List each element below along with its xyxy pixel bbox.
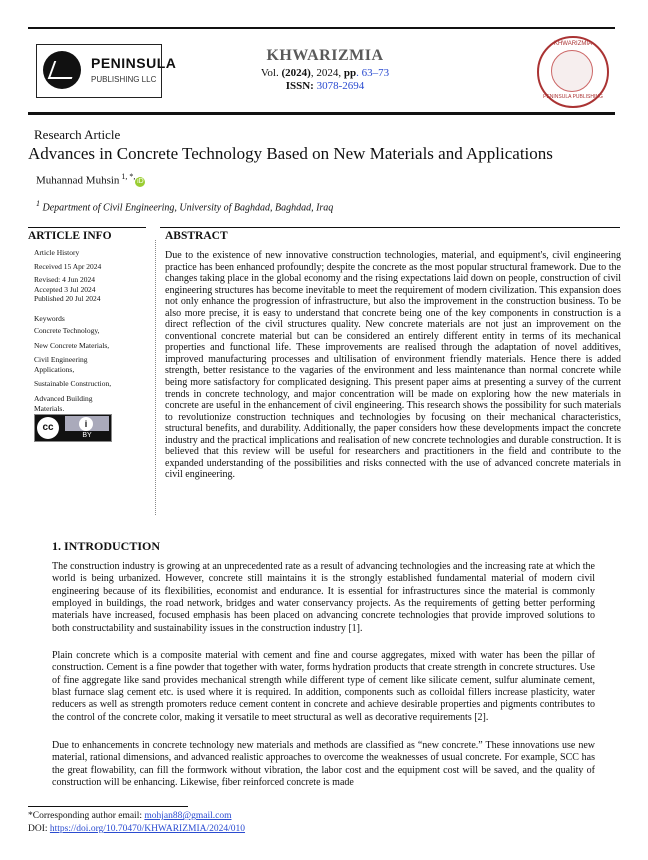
keyword-item: Civil Engineering Applications, bbox=[34, 355, 88, 374]
author-line: Muhannad Muhsin $^{1, *,}$iD bbox=[36, 172, 144, 187]
received-date: Received 15 Apr 2024 bbox=[34, 262, 102, 271]
introduction-heading: 1. INTRODUCTION bbox=[52, 539, 161, 553]
publisher-subtitle: PUBLISHING LLC bbox=[91, 75, 157, 84]
orcid-icon[interactable]: iD bbox=[137, 177, 144, 185]
keyword-item: Concrete Technology, bbox=[34, 326, 100, 335]
corresponding-email-link[interactable]: mohjan88@gmail.com bbox=[144, 811, 232, 821]
abstract-rule bbox=[160, 227, 620, 228]
revised-date: Revised: 4 Jun 2024 bbox=[34, 275, 96, 284]
publisher-emblem-icon bbox=[43, 51, 81, 89]
header-bottom-rule bbox=[28, 112, 615, 115]
header-top-rule bbox=[28, 27, 615, 29]
corresponding-author: *Corresponding author email: mohjan88@gmail.com bbox=[28, 811, 232, 821]
keyword-item: Sustainable Construction, bbox=[34, 379, 112, 388]
footnote-rule bbox=[28, 806, 188, 807]
seal-portrait-icon bbox=[551, 50, 593, 92]
publisher-logo bbox=[36, 44, 177, 98]
author-name: Muhannad Muhsin bbox=[36, 174, 120, 187]
intro-paragraph-3: Due to enhancements in concrete technology new materials and methods are classified as “new concrete.” These innovations use new material, rational dimensions, and advanced realistic approaches to overcome the weaknesses of usual concrete. For example, SCC has the great flowability, can fill the formwork without vibration, the labor cost and the equipment cost will be saved, and the quality of construction will be enhancing. Likewise, fiber reinforced concrete is made bbox=[52, 740, 595, 789]
article-title: Advances in Concrete Technology Based on New Materials and Applications bbox=[28, 144, 553, 163]
intro-paragraph-1: The construction industry is growing at an unprecedented rate as a result of advancing technologies and the increasing rate at which the world is being urbanized. However, concrete still maintains it is the strongly established fundamental material of modern civil engineering because of its flexibilities, economist and endurance. It is essential for infrastructures since the material is commonly employed in buildings, the road network, bridges and water conservancy projects. As the requirements of getting better performing materials have increased, focused emphasis has been placed on advancing concrete technologies that provide improved solutions to both constructability and sustainability issues in the construction industry [1]. bbox=[52, 561, 595, 634]
keyword-item: Advanced Building Materials. bbox=[34, 394, 93, 413]
abstract-heading: ABSTRACT bbox=[165, 230, 228, 242]
cc-by-license-badge[interactable] bbox=[34, 414, 112, 442]
creative-commons-icon: cc bbox=[37, 417, 59, 439]
article-type: Research Article bbox=[34, 127, 121, 142]
doi-link[interactable]: https://doi.org/10.70470/KHWARIZMIA/2024/010 bbox=[49, 824, 246, 834]
publisher-name: PENINSULA bbox=[91, 55, 177, 71]
history-label: Article History bbox=[34, 248, 80, 257]
journal-seal-logo: KHWARIZMIA PENINSULA PUBLISHING bbox=[537, 36, 609, 108]
affiliation: $^1$ Department of Civil Engineering, University of Baghdad, Baghdad, Iraq bbox=[36, 199, 334, 214]
abstract-text: Due to the existence of new innovative construction technologies, material, and equipment's, civil engineering practice has been enhanced profoundly; despite the concrete as the most popular structural framework. Due to the changes taking place in the global economy and the rising expectations laid down on people, construction of civil engineering structures has become inevitable to meet the requirement of modern civilization. This expansion does not only enhance the progression of infrastructure, but also the improvement in the construction business. To be also more precise, it is easy to understand that concrete being one of the key components in construction is a direct reflection of the civil structures quality. New concrete materials are not just an improvement on the conventional concrete material but can be considered an entirely different entity in terms of its mechanical properties and functional life. These improvements are realised through the adaptation of novel additives, improved manufacturing processes and ultilisation of environment friendly materials. Hence there is added strength, better resistance to the vagaries of the environment and less maintenance than normal concrete while being more satisfactory for complicated designing. This present paper aims at presenting a survey of the current trends in concrete technology, and major concentration will be made on exploring how the new materials in concrete are useful in the enhancement of civil engineering. This research shows the possibility for such materials to revolutionize construction techniques and technologies by focusing on their mechanical characteristics, structural benefits, and durability. Additionally, the paper considers how these developments impact the concrete industry and the practical implications and realisation of new concrete technologies and durable construction. It is believed that this review will be useful for researchers and practitioners in the field and contribute to the expanded understanding of the possibilities and risks connected with the use of advanced concrete materials in civil engineering. bbox=[165, 250, 621, 481]
accepted-date: Accepted 3 Jul 2024 bbox=[34, 285, 96, 294]
journal-name: KHWARIZMIA bbox=[266, 47, 384, 64]
license-by-label: BY bbox=[65, 431, 109, 440]
keyword-item: New Concrete Materials, bbox=[34, 341, 110, 350]
keywords-label: Keywords bbox=[34, 314, 65, 323]
intro-paragraph-2: Plain concrete which is a composite material with cement and fine and course aggregates, mixed with water has been the pillar of construction. Cement is a fine powder that together with water, forms hydration products that create strength in concrete structures. Use of fine aggregate like sand provides mechanical strength while different type of cement like silicate cement, sulfur aluminate cement, blast furnace slag cement etc. is used where it is required. In addition, components such as colloidal fillers increase plasticity, water reducers as well as strength promoters reduce cement content in concrete and achieve desirable properties and pigments contributes to the control of the concrete color, making it versatile to meet structural as well as decorative requirements [2]. bbox=[52, 650, 595, 723]
published-date: Published 20 Jul 2024 bbox=[34, 294, 101, 303]
issn-line: ISSN: 3078-2694 bbox=[285, 80, 365, 92]
volume-line: Vol. (2024), 2024, pp. 63–73 bbox=[260, 67, 390, 79]
article-info-rule bbox=[28, 227, 146, 228]
attribution-icon: i bbox=[79, 417, 93, 431]
doi-line: DOI: https://doi.org/10.70470/KHWARIZMIA/2024/010 bbox=[28, 824, 246, 834]
article-info-heading: ARTICLE INFO bbox=[28, 230, 112, 242]
column-divider bbox=[155, 240, 156, 515]
